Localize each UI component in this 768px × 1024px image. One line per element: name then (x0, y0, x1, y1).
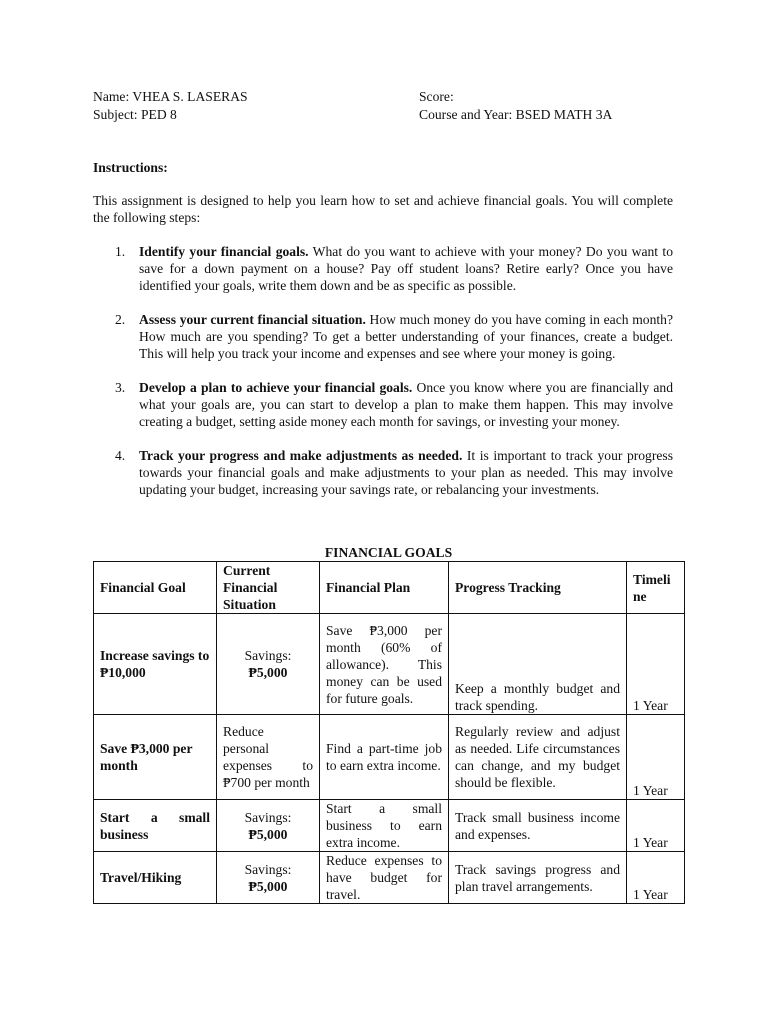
tracking-cell: Keep a monthly budget and track spending. (449, 614, 627, 715)
table-row (94, 715, 685, 800)
plan-cell: Start a small business to earn extra income. (320, 800, 449, 852)
situation-value: ₱5,000 (248, 826, 288, 842)
name-line (93, 88, 248, 105)
header-financial-plan: Financial Plan (320, 562, 449, 614)
situation-label: Savings: (244, 861, 292, 877)
subject-value: PED 8 (140, 107, 177, 122)
situation-cell: Reduce personal expenses to ₱700 per month (217, 715, 320, 800)
score-label: Score: (419, 89, 454, 104)
timeline-cell: 1 Year (627, 852, 685, 904)
plan-cell: Reduce expenses to have budget for travel. (320, 852, 449, 904)
table-title: FINANCIAL GOALS (324, 545, 453, 560)
goal-cell: Save ₱3,000 per month (94, 715, 217, 800)
header-financial-goal: Financial Goal (94, 562, 217, 614)
course-label: Course and Year: (419, 107, 513, 122)
step-item (93, 379, 673, 430)
tracking-cell: Track savings progress and plan travel arrangements. (449, 852, 627, 904)
situation-value: ₱5,000 (248, 878, 288, 894)
steps-list (93, 243, 673, 515)
step-text: Once you know where you are financially and what your goals are, you can start to develop a plan to make them happen. This may involve creating a budget, setting aside money each month for savings, or investing your money. (139, 380, 673, 429)
table-row (94, 800, 685, 852)
subject-label: Subject: (93, 107, 138, 122)
financial-goals-table (93, 561, 685, 904)
step-heading: Identify your financial goals. (139, 244, 309, 259)
step-heading: Track your progress and make adjustments as needed. (139, 448, 463, 463)
step-text: How much money do you have coming in each month? How much are you spending? To get a better understanding of your finances, create a budget. This will help you track your income and expenses and see where your money is going. (139, 312, 674, 361)
step-heading: Assess your current financial situation. (139, 312, 366, 327)
tracking-cell: Regularly review and adjust as needed. Life circumstances can change, and my budget should be flexible. (449, 715, 627, 800)
plan-cell: Find a part-time job to earn extra income. (320, 715, 449, 800)
timeline-cell: 1 Year (627, 715, 685, 800)
tracking-cell: Track small business income and expenses. (449, 800, 627, 852)
name-label: Name: (93, 89, 130, 104)
course-value: BSED MATH 3A (515, 107, 613, 122)
goal-cell: Start a small business (94, 800, 217, 852)
step-number: 3. (115, 380, 126, 395)
instructions-title: Instructions: (93, 160, 168, 175)
situation-cell (217, 800, 320, 852)
step-number: 4. (115, 448, 126, 463)
subject-line (93, 106, 177, 123)
situation-label: Savings: (244, 809, 292, 825)
step-number: 2. (115, 312, 126, 327)
score-line (419, 88, 454, 105)
plan-cell: Save ₱3,000 per month (60% of allowance). This money can be used for future goals. (320, 614, 449, 715)
situation-cell (217, 614, 320, 715)
situation-cell (217, 852, 320, 904)
situation-label: Savings: (244, 648, 292, 663)
table-header-row (94, 562, 685, 614)
course-line (419, 106, 612, 123)
step-item (93, 311, 673, 362)
goal-cell: Travel/Hiking (94, 852, 217, 904)
header-timeline: Timeline (627, 562, 685, 614)
step-item (93, 447, 673, 498)
table-row (94, 852, 685, 904)
timeline-cell: 1 Year (627, 614, 685, 715)
step-text: What do you want to achieve with your money? Do you want to save for a down payment on a house? Pay off student loans? Retire early? Once you have identified your goals, write them down and be as specific as possible. (139, 244, 673, 293)
step-number: 1. (115, 244, 126, 259)
goal-cell: Increase savings to ₱10,000 (94, 614, 217, 715)
timeline-cell: 1 Year (627, 800, 685, 852)
step-item (93, 243, 673, 294)
step-text: It is important to track your progress towards your financial goals and make adjustments to your plan as needed. This may involve updating your budget, increasing your savings rate, or rebalancing your investments. (139, 448, 673, 497)
header-current-situation: Current Financial Situation (217, 562, 320, 614)
instructions-intro: This assignment is designed to help you learn how to set and achieve financial goals. You will complete the following steps: (93, 193, 673, 225)
table-row (94, 614, 685, 715)
name-value: VHEA S. LASERAS (132, 89, 248, 104)
situation-value: ₱5,000 (248, 665, 288, 680)
step-heading: Develop a plan to achieve your financial goals. (139, 380, 413, 395)
header-progress-tracking: Progress Tracking (449, 562, 627, 614)
